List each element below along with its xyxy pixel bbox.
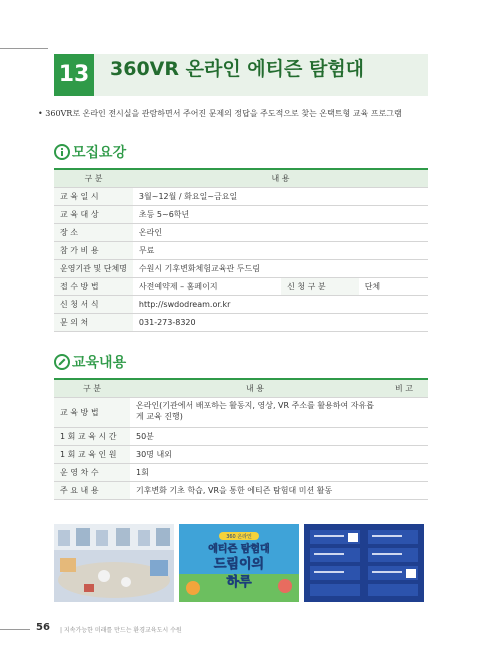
table-row xyxy=(54,223,428,241)
footer-subtitle: | 지속가능한 미래를 만드는 환경교육도시 수원 xyxy=(60,627,182,634)
row-note xyxy=(380,463,428,481)
row-value: 온라인 xyxy=(133,223,428,241)
row-value: 30명 내외 xyxy=(130,445,380,463)
row-value: 3월~12월 / 화요일~금요일 xyxy=(133,187,428,205)
row-label: 운 영 차 수 xyxy=(54,463,130,481)
row-value: 온라인(기관에서 배포하는 활동지, 영상, VR 주소를 활용하여 자유롭게 교육 진행) xyxy=(130,397,380,427)
row-label: 접 수 방 법 xyxy=(54,277,133,295)
row-value: 50분 xyxy=(130,427,380,445)
table-row xyxy=(54,187,428,205)
table-row xyxy=(54,295,428,313)
row-value: 초등 5~6학년 xyxy=(133,205,428,223)
row-label: 신 청 서 식 xyxy=(54,295,133,313)
activity-sheet-thumbnail xyxy=(304,524,424,602)
poster-line1: 에티즌 탐험대 xyxy=(208,544,270,555)
table-row xyxy=(54,463,428,481)
info-icon xyxy=(54,144,70,160)
page-title: 360VR 온라인 에티즌 탐험대 xyxy=(110,58,365,80)
row-value: 기후변화 기초 학습, VR을 통한 에티즌 탐험대 미션 활동 xyxy=(130,481,380,499)
table-row xyxy=(54,481,428,499)
row-note xyxy=(380,445,428,463)
table-row xyxy=(54,277,428,295)
row-label: 교 육 방 법 xyxy=(54,397,130,427)
row-label: 교 육 대 상 xyxy=(54,205,133,223)
poster-badge: 360 온라인 xyxy=(226,534,252,540)
vr-exhibit-thumbnail xyxy=(54,524,174,602)
intro-text: • 360VR로 온라인 전시실을 관람하면서 주어진 문제의 정답을 주도적으로 찾는 온택트형 교육 프로그램 xyxy=(38,109,402,118)
row-note xyxy=(380,481,428,499)
recruit-heading xyxy=(54,142,126,162)
form-link[interactable]: http://swdodream.or.kr xyxy=(133,295,428,313)
recruit-title: 모집요강 xyxy=(72,145,127,161)
page-number: 56 xyxy=(36,622,50,633)
row-label: 1 회 교 육 시 간 xyxy=(54,427,130,445)
thumbnail-strip xyxy=(54,524,424,602)
row-label: 교 육 일 시 xyxy=(54,187,133,205)
table-row xyxy=(54,427,428,445)
row-value: 사전예약제 – 홈페이지 xyxy=(133,277,281,295)
content-title: 교육내용 xyxy=(72,355,127,371)
table-row xyxy=(54,445,428,463)
row-label: 1 회 교 육 인 원 xyxy=(54,445,130,463)
recruit-head-col1: 구 분 xyxy=(54,169,133,187)
poster-line3: 하루 xyxy=(226,575,252,590)
row-label: 참 가 비 용 xyxy=(54,241,133,259)
dodream-poster-thumbnail xyxy=(179,524,299,602)
section-number: 13 xyxy=(54,54,94,96)
row-label-2: 신 청 구 분 xyxy=(281,277,359,295)
table-row xyxy=(54,397,428,427)
row-note xyxy=(380,427,428,445)
table-row xyxy=(54,205,428,223)
section-header xyxy=(54,54,428,96)
poster-line2: 드림이의 xyxy=(213,557,265,572)
content-heading xyxy=(54,352,126,372)
content-head-col2: 내 용 xyxy=(130,379,380,397)
recruit-table xyxy=(54,168,428,332)
recruit-head-col2: 내 용 xyxy=(133,169,428,187)
top-rule xyxy=(0,48,48,49)
table-row xyxy=(54,313,428,331)
footer-rule xyxy=(0,629,30,630)
row-note xyxy=(380,397,428,427)
table-row xyxy=(54,259,428,277)
row-value: 031-273-8320 xyxy=(133,313,428,331)
row-label: 운영기관 및 단체명 xyxy=(54,259,133,277)
row-label: 장 소 xyxy=(54,223,133,241)
row-value-2: 단체 xyxy=(359,277,428,295)
row-value: 무료 xyxy=(133,241,428,259)
content-table xyxy=(54,378,428,500)
pencil-icon xyxy=(54,354,70,370)
table-row xyxy=(54,241,428,259)
row-label: 문 의 처 xyxy=(54,313,133,331)
row-value: 1회 xyxy=(130,463,380,481)
row-value: 수원시 기후변화체험교육관 두드림 xyxy=(133,259,428,277)
row-label: 주 요 내 용 xyxy=(54,481,130,499)
content-head-col1: 구 분 xyxy=(54,379,130,397)
content-head-col3: 비 고 xyxy=(380,379,428,397)
